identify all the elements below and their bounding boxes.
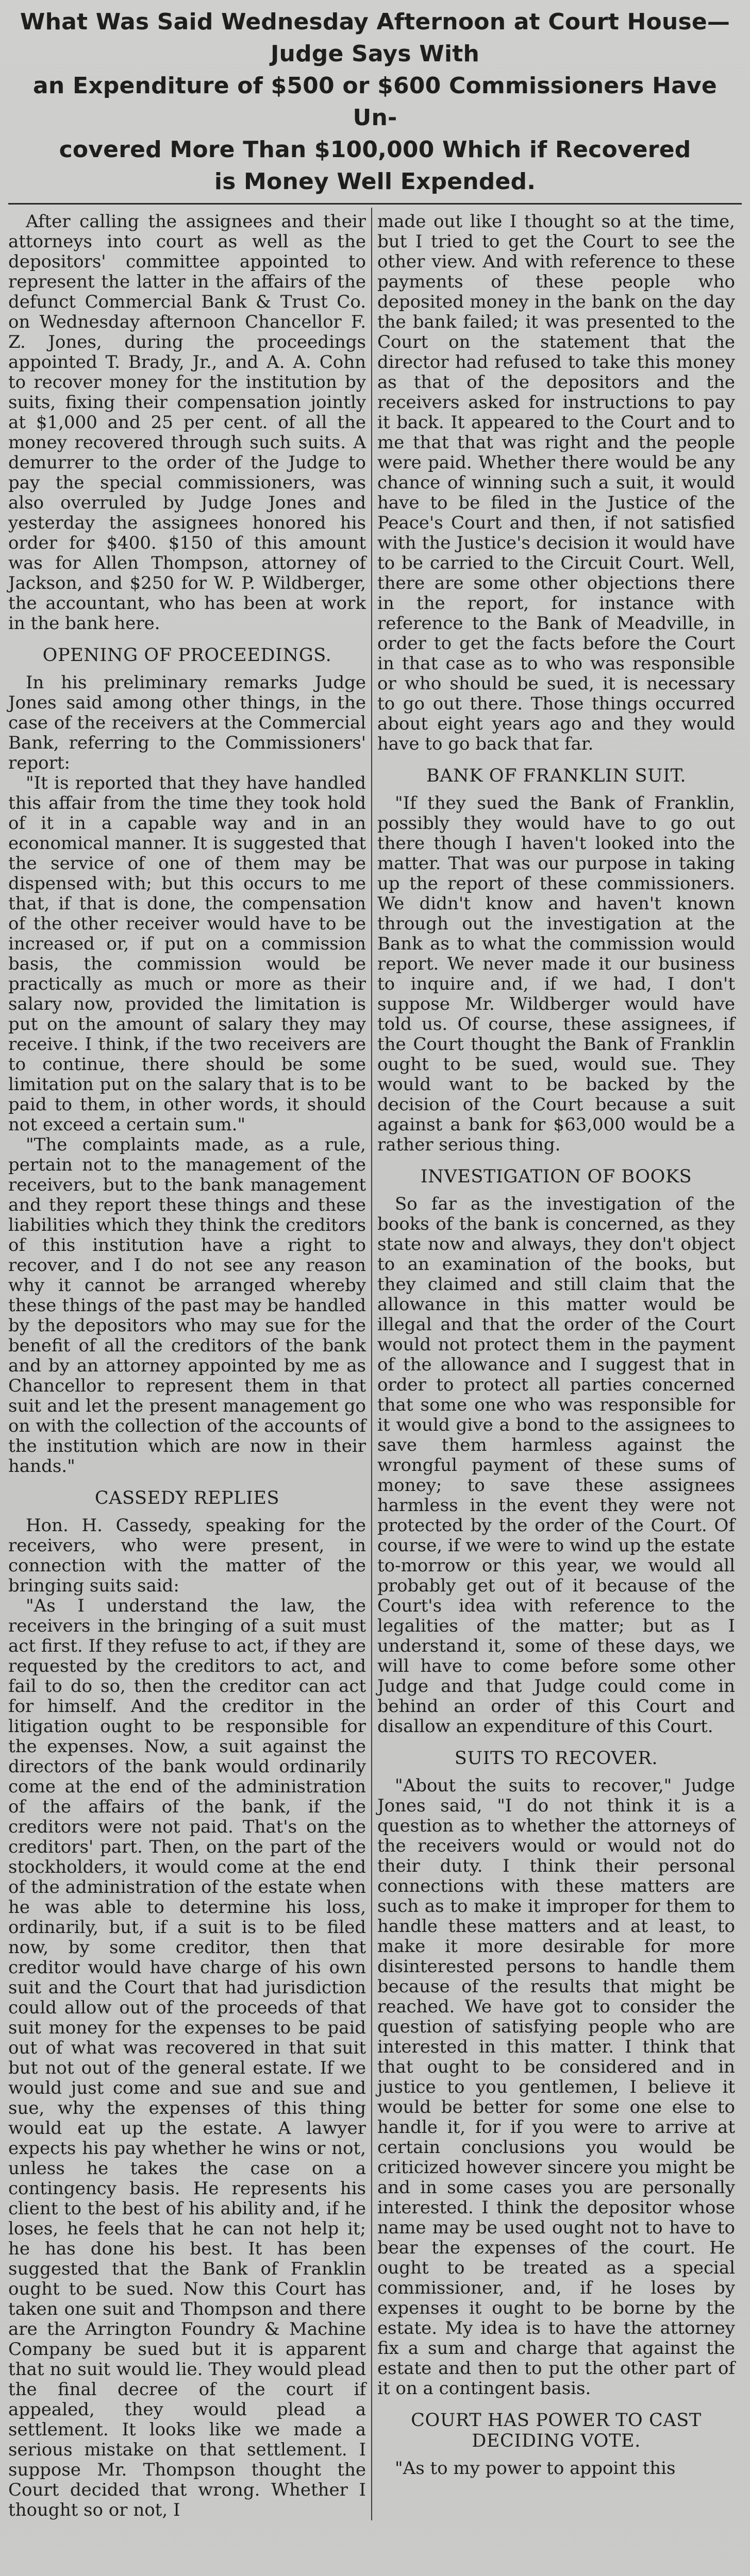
left-paragraph: After calling the assignees and their attorneys into court as well as the depositors' committee appointed to represent the latter in the affairs of the defunct Commercial Bank & Trust Co. on Wednesday afternoon Chancellor F. Z. Jones, during the proceedings appointed T. Brady, Jr., and A. A. Cohn to recover money for the institution by suits, fixing their compensation jointly at $1,000 and 25 per cent. of all the money recovered through such suits. A demurrer to the order of the Judge to pay the special commissioners, was also overruled by Judge Jones and yesterday the assignees honored his order for $400. $150 of this amount was for Allen Thompson, attorney of Jackson, and $250 for W. P. Wildberger, the accountant, who has been at work in the bank here. xyxy=(8,211,366,634)
article-columns xyxy=(8,212,742,2520)
right-paragraph: "About the suits to recover," Judge Jones said, "I do not think it is a question as to whether the attorneys of the receivers would or would not do their duty. I think their personal connections with these matters are such as to make it improper for them to handle these matters and at least, to make it more desirable for more disinterested persons to handle them because of the results that might be reached. We have got to consider the question of satisfying people who are interested in this matter. I think that that ought to be considered and in justice to you gentlemen, I believe it would be better for some one else to handle it, for if you were to arrive at certain conclusions you would be criticized however sincere you might be and in some cases you are personally interested. I think the depositor whose name may be used ought not to have to bear the expenses of the court. He ought to be treated as a special commissioner, and, if he loses by expenses it ought to be borne by the estate. My idea is to have the attorney fix a sum and charge that against the estate and then to put the other part of it on a contingent basis. xyxy=(377,1775,735,2399)
right-section-heading: SUITS TO RECOVER. xyxy=(454,1748,658,1769)
headline-rule xyxy=(8,203,742,205)
headline-line-2: an Expenditure of $500 or $600 Commissioners Have Un- xyxy=(33,73,717,131)
left-paragraph: "As I understand the law, the receivers in the bringing of a suit must act first. If they refuse to act, if they are requested by the creditors to act, and fail to do so, then the creditor can act for himself. And the creditor in the litigation ought to be responsible for the expenses. Now, a suit against the directors of the bank would ordinarily come at the end of the administration of the affairs of the bank, if the creditors were not paid. That's on the creditors' part. Then, on the part of the stockholders, it would come at the end of the administration of the estate when he was able to determine his loss, ordinarily, but, if a suit is to be filed now, by some creditor, then that creditor would have charge of his own suit and the Court that had jurisdiction could allow out of the proceeds of that suit money for the expenses to be paid out of what was recovered in that suit but not out of the general estate. If we would just come and sue and sue and sue, why the expenses of this thing would eat up the estate. A lawyer expects his pay whether he wins or not, unless he takes the case on a contingency basis. He represents his client to the best of his ability and, if he loses, he feels that he can not help it; he has done his best. It has been suggested that the Bank of Franklin ought to be sued. Now this Court has taken one suit and Thompson and there are the Arrington Foundry & Machine Company be sued but it is apparent that no suit would lie. They would plead the final decree of the court if appealed, they would plead a settlement. It looks like we made a serious mistake on that settlement. I suppose Mr. Thompson thought the Court decided that wrong. Whether I thought so or not, I xyxy=(8,1596,366,2520)
headline-line-3: covered More Than $100,000 Which if Recovered xyxy=(59,137,691,163)
right-paragraph: "As to my power to appoint this xyxy=(395,2458,676,2479)
left-paragraph: "The complaints made, as a rule, pertain not to the management of the receivers, but to the bank management and they report these things and these liabilities which they think the creditors of this institution have a right to recover, and I do not see any reason why it cannot be arranged whereby these things of the past may be handled by the depositors who may sue for the benefit of all the creditors of the bank and by an attorney appointed by me as Chancellor to represent them in that suit and let the present management go on with the collection of the accounts of the institution which are now in their hands." xyxy=(8,1134,366,1477)
left-paragraph: "It is reported that they have handled this affair from the time they took hold of it in a capable way and in an economical manner. It is suggested that the service of one of them may be dispensed with; but this occurs to me that, if that is done, the compensation of the other receiver would have to be increased or, if put on a commission basis, the commission would be practically as much or more as their salary now, provided the limitation is put on the amount of salary they may receive. I think, if the two receivers are to continue, there should be some limitation put on the salary that is to be paid to them, in other words, it should not exceed a certain sum." xyxy=(8,773,366,1135)
article-headline xyxy=(8,6,742,198)
left-column xyxy=(8,212,371,2520)
right-paragraph: So far as the investigation of the books of the bank is concerned, as they state now and always, they don't object to an examination of the books, but they claimed and still claim that the allowance in this matter would be illegal and that the order of the Court would not protect them in the payment of the allowance and I suggest that in order to protect all parties concerned that some one who was responsible for it would give a bond to the assignees to save them harmless against the wrongful payment of these sums of money; to save these assignees harmless in the event they were not protected by the order of the Court. Of course, if we were to wind up the estate to-morrow or this year, we would all probably get out of it because of the Court's idea with reference to the legalities of the matter; but as I understand it, some of these days, we will have to come before some other Judge and that Judge could come in behind an order of this Court and disallow an expenditure of this Court. xyxy=(377,1194,735,1737)
left-paragraph: In his preliminary remarks Judge Jones said among other things, in the case of the receivers at the Commercial Bank, referring to the Commissioners' report: xyxy=(8,672,366,773)
headline-line-1: What Was Said Wednesday Afternoon at Court House—Judge Says With xyxy=(20,9,730,67)
left-paragraph: Hon. H. Cassedy, speaking for the receivers, who were present, in connection with the matter of the bringing suits said: xyxy=(8,1515,366,1596)
left-section-heading: OPENING OF PROCEEDINGS. xyxy=(42,645,332,666)
right-column xyxy=(372,212,735,2479)
right-paragraph: "If they sued the Bank of Franklin, possibly they would have to go out there though I haven't looked into the matter. That was our purpose in taking up the report of these commissioners. We didn't know and haven't known through out the investigation at the Bank as to what the commission would report. We never made it our business to inquire and, if we had, I don't suppose Mr. Wildberger would have told us. Of course, these assignees, if the Court thought the Bank of Franklin ought to be sued, would sue. They would want to be backed by the decision of the Court because a suit against a bank for $63,000 would be a rather serious thing. xyxy=(377,793,735,1155)
right-section-heading: INVESTIGATION OF BOOKS xyxy=(420,1166,692,1187)
right-section-heading: BANK OF FRANKLIN SUIT. xyxy=(426,766,687,786)
left-section-heading: CASSEDY REPLIES xyxy=(94,1488,280,1509)
right-section-heading: COURT HAS POWER TO CAST DECIDING VOTE. xyxy=(411,2410,702,2451)
right-paragraph: made out like I thought so at the time, but I tried to get the Court to see the other view. And with reference to these payments of these people who deposited money in the bank on the day the bank failed; it was presented to the Court on the statement that the director had refused to take this money as that of the depositors and the receivers asked for instructions to pay it back. It appeared to the Court and to me that that was right and the people were paid. Whether there would be any chance of winning such a suit, it would have to be filed in the Justice of the Peace's Court and then, if not satisfied with the Justice's decision it would have to be carried to the Circuit Court. Well, there are some other objections there in the report, for instance with reference to the Bank of Meadville, in order to get the facts before the Court in that case as to who was responsible or who should be sued, it is necessary to go out there. Those things occurred about eight years ago and they would have to go back that far. xyxy=(377,211,735,754)
headline-line-4: is Money Well Expended. xyxy=(214,168,536,195)
